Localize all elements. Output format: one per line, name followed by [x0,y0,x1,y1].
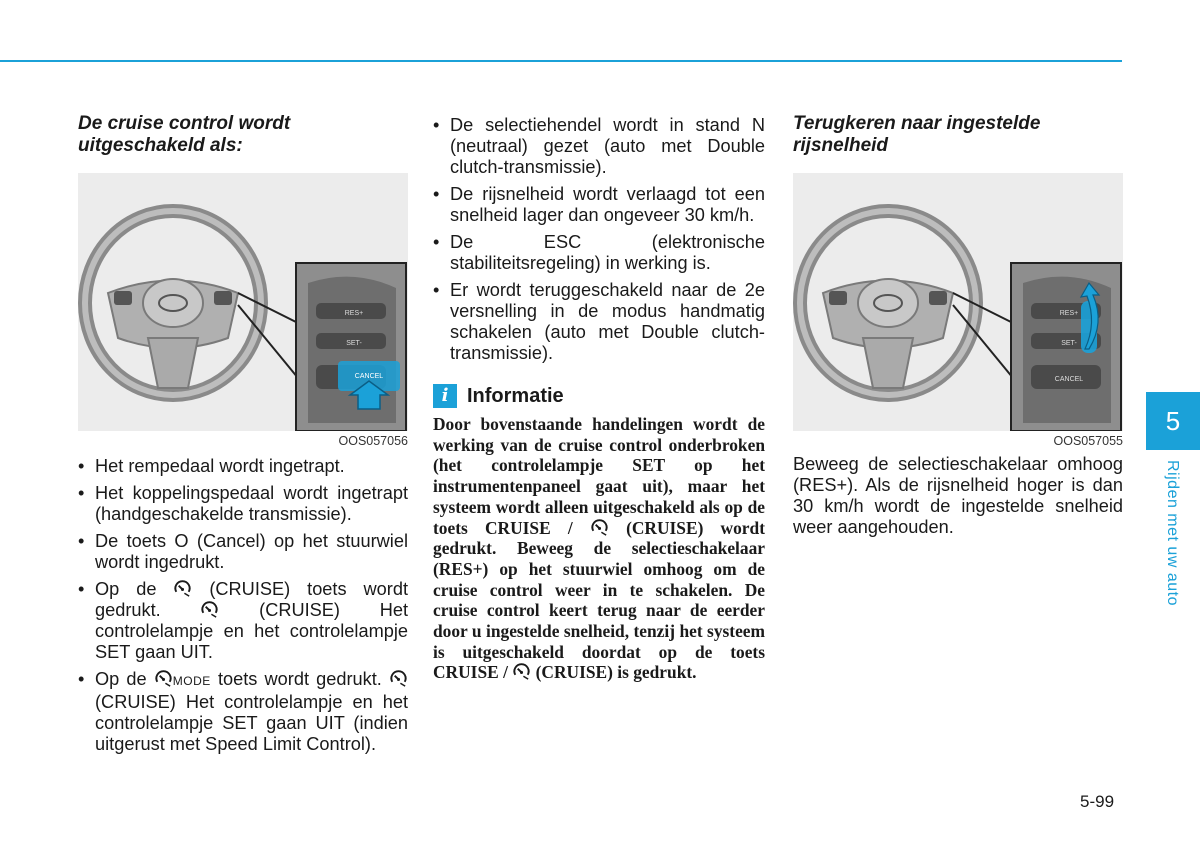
cruise-icon [590,518,609,537]
section-heading-resume: Terugkeren naar ingestelde rijsnelheid [793,113,1041,156]
list-item: • De toets O (Cancel) op het stuurwiel wordt ingedrukt. [78,531,408,573]
top-rule [0,60,1122,62]
info-title: Informatie [467,384,564,407]
list-item: • De rijsnelheid wordt verlaagd tot een snelheid lager dan ongeveer 30 km/h. [433,184,765,226]
section-heading-cancel: De cruise control wordt uitgeschakeld als: [78,113,291,156]
label-set: SET- [346,340,362,347]
list-item-text: Op de [95,669,147,689]
mode-label: MODE [172,674,211,688]
list-item [78,669,408,755]
label-res: RES+ [1059,310,1079,317]
list-item: • De selectiehendel wordt in stand N (neutraal) gezet (auto met Double clutch-transmissie). [433,115,765,178]
list-item-text: Op de [95,579,157,599]
cruise-icon [512,662,531,681]
label-cancel: CANCEL [1054,376,1084,383]
list-item-text: (CRUISE) Het controlelampje en het controlelampje SET gaan UIT (indien uitgerust met Speed Limit Control). [95,692,408,754]
cruise-icon [389,669,408,688]
info-header [433,384,765,408]
list-item: • Er wordt teruggeschakeld naar de 2e versnelling in de modus handmatig schakelen (auto met Double clutch-transmissie). [433,280,765,364]
info-text: (CRUISE) wordt gedrukt. Beweeg de selectieschakelaar (RES+) op het stuurwiel omhoog om de cruise control weer in te schakelen. De cruise control keert terug naar de eerder door u ingestelde snelheid, tenzij het systeem is uitgeschakeld doordat op de toets CRUISE / [433,517,765,683]
figure-code: OOS057056 [338,434,408,448]
label-set: SET- [1061,340,1077,347]
cruise-icon [200,600,219,619]
figure-code: OOS057055 [1053,434,1123,448]
figure-steering-wheel-cancel [78,173,408,431]
cruise-icon [173,579,192,598]
info-text: Door bovenstaande handelingen wordt de werking van de cruise control onderbroken (het controlelampje SET op het instrumentenpaneel gaat uit), maar het systeem wordt alleen uitgeschakeld als op de toets CRUISE / [433,414,765,538]
list-item [78,579,408,663]
chapter-title-vertical [1150,450,1194,630]
list-item-text: (CRUISE) toets wordt gedrukt. [95,579,408,620]
chapter-tab: 5 [1146,392,1200,450]
right-column [793,113,1123,538]
list-item: • Het koppelingspedaal wordt ingetrapt (handgeschakelde transmissie). [78,483,408,525]
page-number: 5-99 [1080,792,1115,811]
steering-wheel-illustration [78,173,408,431]
info-text: (CRUISE) is gedrukt. [535,662,697,683]
label-res: RES+ [344,310,364,317]
resume-paragraph: Beweeg de selectieschakelaar omhoog (RES+). Als de rijsnelheid hoger is dan 30 km/h wordt de ingestelde snelheid weer aangehouden. [793,454,1123,537]
list-item: • De ESC (elektronische stabiliteitsregeling) in werking is. [433,232,765,274]
chapter-title: Rijden met uw auto [1164,460,1181,606]
middle-column [433,115,765,683]
info-icon: i [433,384,457,408]
cancel-conditions-list-continued [433,115,765,364]
list-item-text: toets wordt gedrukt. [217,669,382,689]
list-item-text: (CRUISE) Het controlelampje en het controlelampje SET gaan UIT. [95,600,408,662]
figure-steering-wheel-resume [793,173,1123,431]
cruise-icon [154,669,173,688]
info-body [433,414,765,683]
label-cancel: CANCEL [354,373,384,380]
list-item: • Het rempedaal wordt ingetrapt. [78,456,408,477]
steering-wheel-illustration [793,173,1123,431]
cancel-conditions-list [78,456,408,755]
left-column [78,113,408,761]
